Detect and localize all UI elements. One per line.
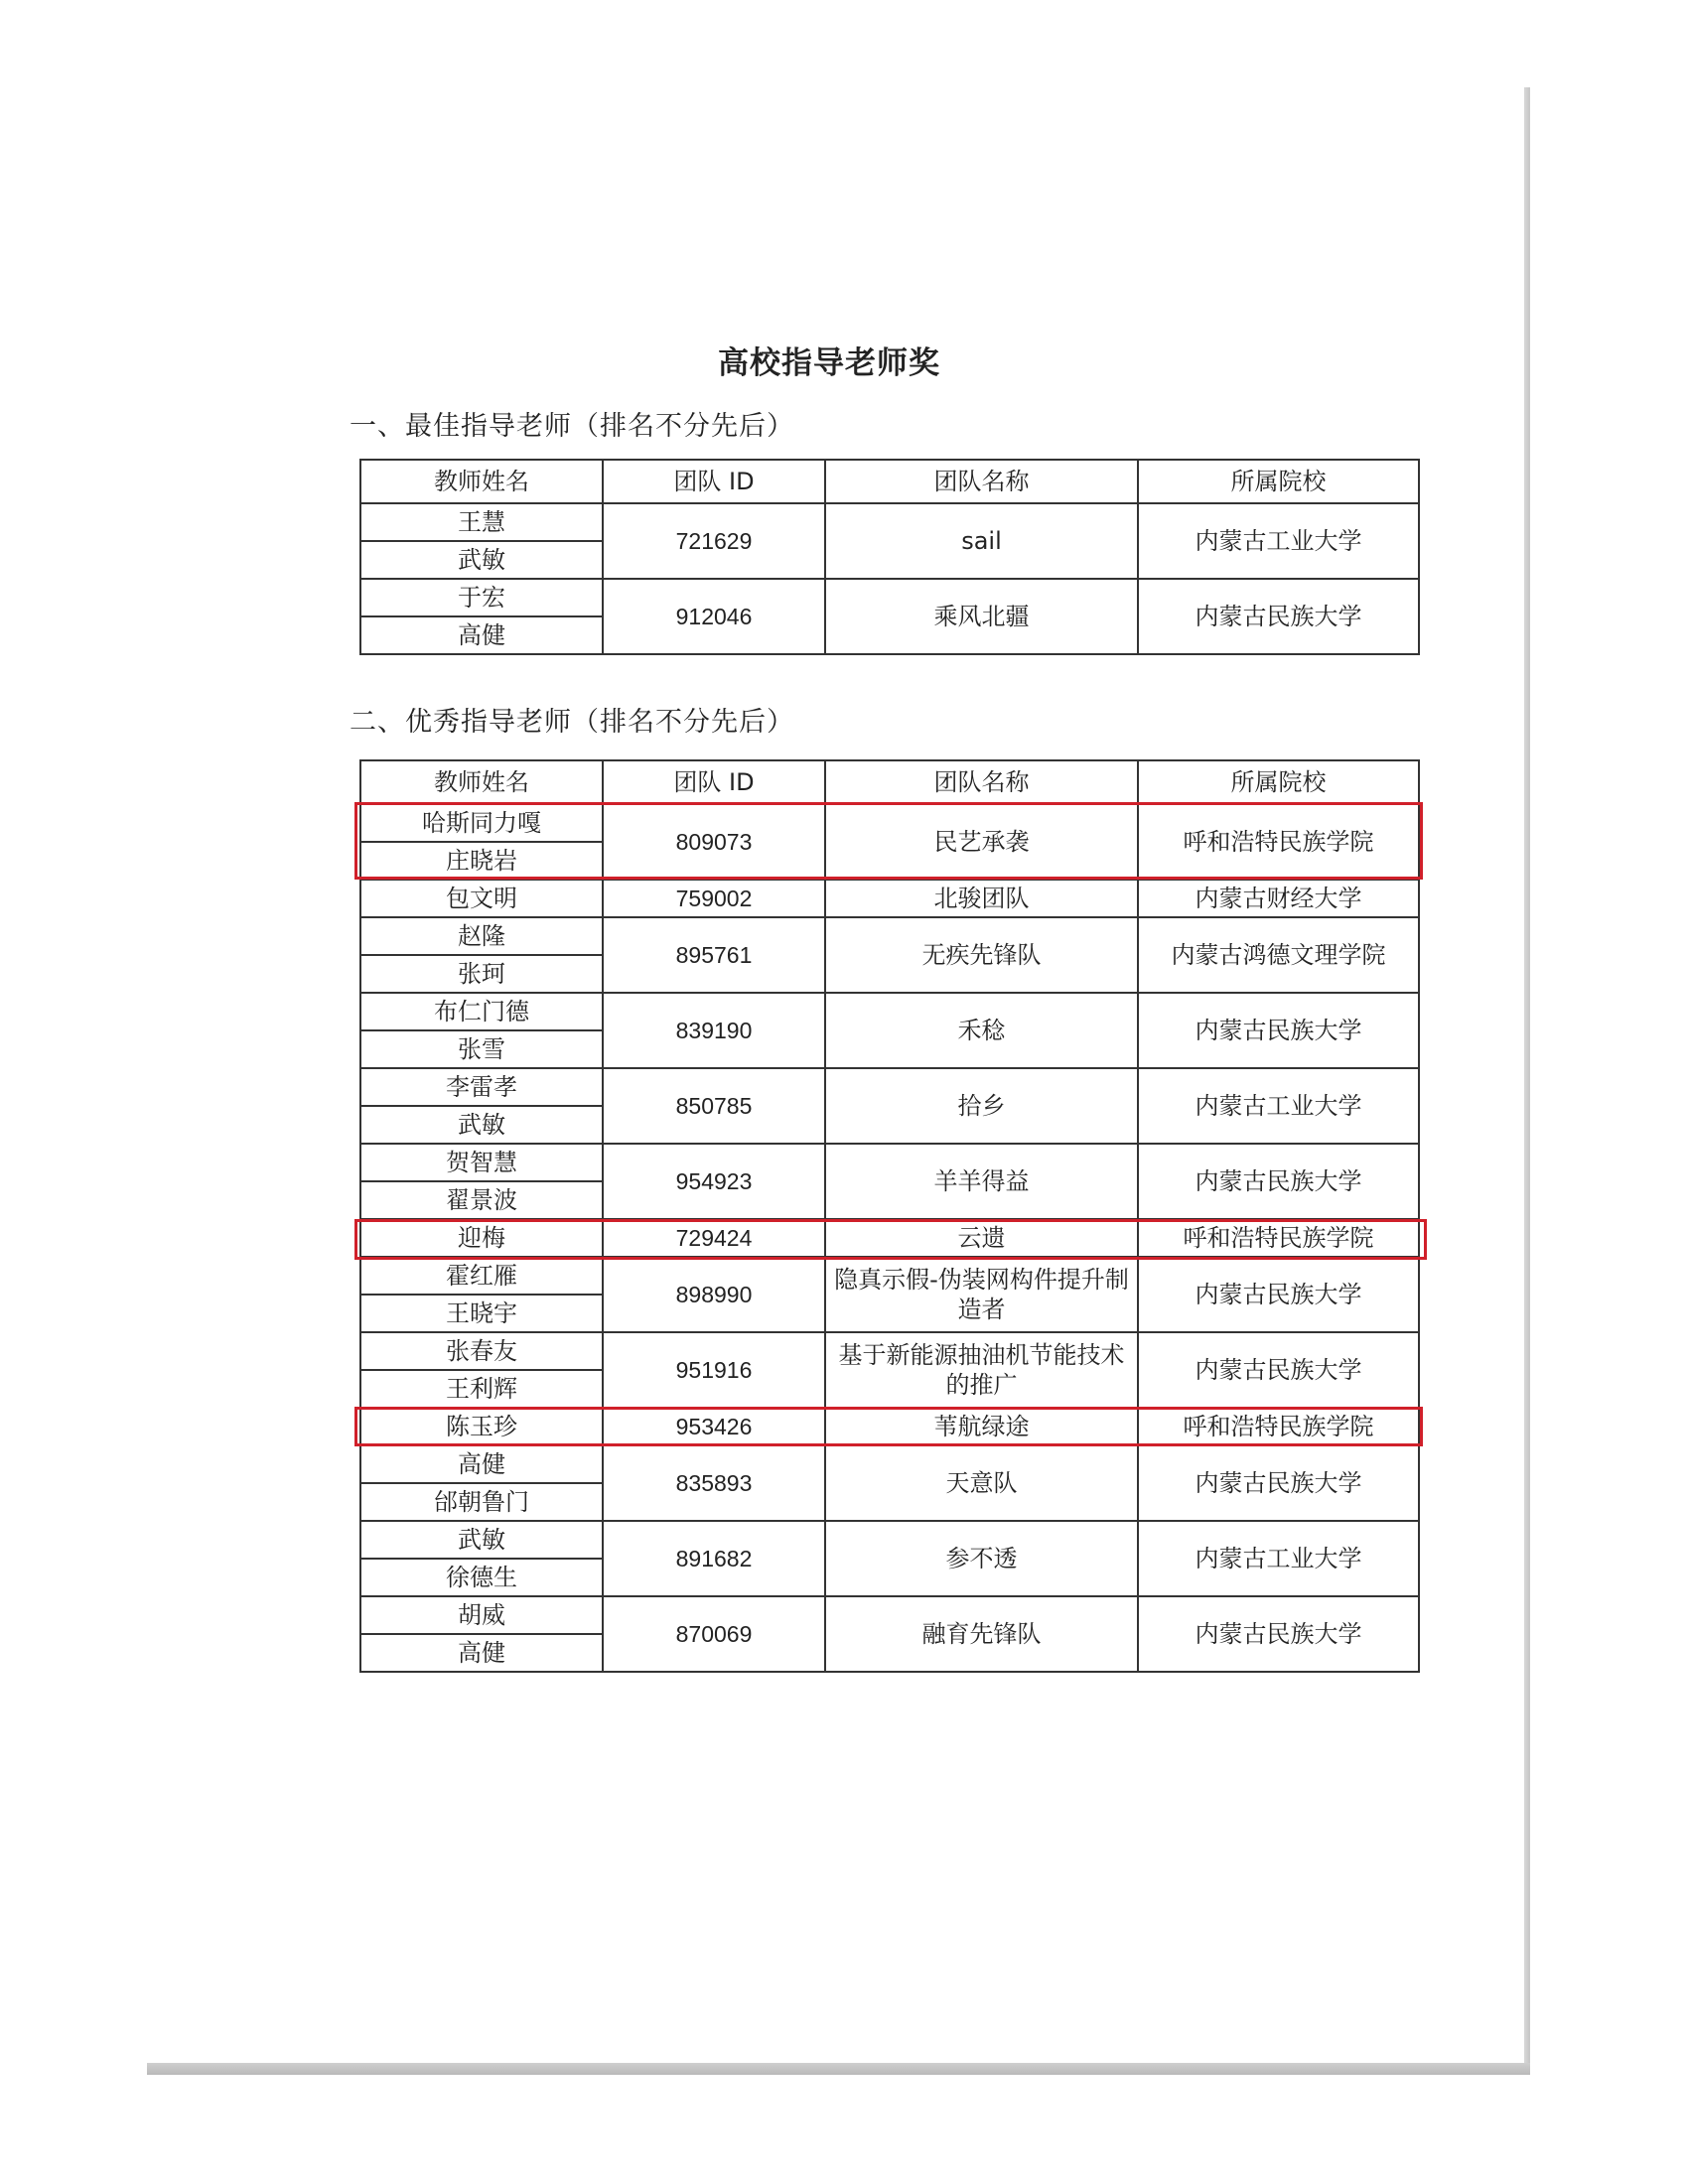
teacher-name-cell: 张珂: [360, 955, 603, 993]
team-id-cell: 870069: [603, 1596, 825, 1672]
school-cell: 内蒙古民族大学: [1138, 1596, 1419, 1672]
table-row: [360, 993, 1419, 1030]
team-name-cell: 参不透: [825, 1521, 1138, 1596]
table-row: [360, 1521, 1419, 1559]
school-cell: 内蒙古民族大学: [1138, 993, 1419, 1068]
header-school: 所属院校: [1138, 460, 1419, 503]
table-header-row: [360, 760, 1419, 804]
teacher-name-cell: 高健: [360, 1634, 603, 1672]
team-id-cell: 809073: [603, 804, 825, 880]
highlight-box: [354, 1219, 1427, 1260]
school-cell: 内蒙古民族大学: [1138, 1144, 1419, 1219]
header-team-name: 团队名称: [825, 760, 1138, 804]
team-id-cell: 951916: [603, 1332, 825, 1408]
table-row: [360, 1445, 1419, 1483]
teacher-name-cell: 翟景波: [360, 1181, 603, 1219]
header-team-id: 团队 ID: [603, 760, 825, 804]
table-row: [360, 1596, 1419, 1634]
highlight-box: [354, 1407, 1423, 1446]
teacher-name-cell: 邰朝鲁门: [360, 1483, 603, 1521]
page-edge-shadow-bottom: [147, 2063, 1530, 2075]
team-name-cell: 融育先锋队: [825, 1596, 1138, 1672]
team-name-cell: 拾乡: [825, 1068, 1138, 1144]
school-cell: 呼和浩特民族学院: [1138, 1408, 1419, 1445]
teacher-name-cell: 高健: [360, 616, 603, 654]
header-team-name: 团队名称: [825, 460, 1138, 503]
team-id-cell: 850785: [603, 1068, 825, 1144]
teacher-name-cell: 武敏: [360, 1521, 603, 1559]
header-team-id: 团队 ID: [603, 460, 825, 503]
team-name-cell: 北骏团队: [825, 880, 1138, 917]
team-id-cell: 729424: [603, 1219, 825, 1257]
school-cell: 内蒙古民族大学: [1138, 1332, 1419, 1408]
school-cell: 内蒙古民族大学: [1138, 1257, 1419, 1332]
header-teacher-name: 教师姓名: [360, 760, 603, 804]
table-row: [360, 917, 1419, 955]
teacher-name-cell: 赵隆: [360, 917, 603, 955]
teacher-name-cell: 布仁门德: [360, 993, 603, 1030]
table-row: [360, 503, 1419, 541]
team-id-cell: 839190: [603, 993, 825, 1068]
teacher-name-cell: 于宏: [360, 579, 603, 616]
excellent-advisors-table: [359, 759, 1420, 1673]
team-name-cell: 隐真示假-伪装网构件提升制造者: [825, 1257, 1138, 1332]
team-id-cell: 953426: [603, 1408, 825, 1445]
header-school: 所属院校: [1138, 760, 1419, 804]
header-teacher-name: 教师姓名: [360, 460, 603, 503]
school-cell: 内蒙古民族大学: [1138, 579, 1419, 654]
team-id-cell: 759002: [603, 880, 825, 917]
team-id-cell: 954923: [603, 1144, 825, 1219]
table-row: [360, 1332, 1419, 1370]
section-heading-excellent: 二、优秀指导老师（排名不分先后）: [350, 707, 794, 738]
table-row: [360, 880, 1419, 917]
team-name-cell: sail: [825, 503, 1138, 579]
highlight-box: [354, 802, 1423, 880]
teacher-name-cell: 张雪: [360, 1030, 603, 1068]
team-name-cell: 民艺承袭: [825, 804, 1138, 880]
table-header-row: [360, 460, 1419, 503]
school-cell: 内蒙古工业大学: [1138, 1068, 1419, 1144]
page-title: 高校指导老师奖: [718, 345, 940, 381]
team-name-cell: 苇航绿途: [825, 1408, 1138, 1445]
team-name-cell: 无疾先锋队: [825, 917, 1138, 993]
team-id-cell: 912046: [603, 579, 825, 654]
team-name-cell: 天意队: [825, 1445, 1138, 1521]
team-name-cell: 基于新能源抽油机节能技术的推广: [825, 1332, 1138, 1408]
teacher-name-cell: 高健: [360, 1445, 603, 1483]
best-advisors-rows: [360, 503, 1419, 654]
table-row: [360, 1144, 1419, 1181]
page-edge-shadow-right: [1524, 87, 1530, 2068]
school-cell: 内蒙古工业大学: [1138, 503, 1419, 579]
school-cell: 内蒙古鸿德文理学院: [1138, 917, 1419, 993]
teacher-name-cell: 庄晓岩: [360, 842, 603, 880]
teacher-name-cell: 徐德生: [360, 1559, 603, 1596]
teacher-name-cell: 王晓宇: [360, 1295, 603, 1332]
table-row: [360, 1068, 1419, 1106]
teacher-name-cell: 迎梅: [360, 1219, 603, 1257]
school-cell: 内蒙古民族大学: [1138, 1445, 1419, 1521]
teacher-name-cell: 武敏: [360, 1106, 603, 1144]
team-id-cell: 721629: [603, 503, 825, 579]
table-row: [360, 1257, 1419, 1295]
teacher-name-cell: 霍红雁: [360, 1257, 603, 1295]
teacher-name-cell: 张春友: [360, 1332, 603, 1370]
team-name-cell: 乘风北疆: [825, 579, 1138, 654]
team-name-cell: 云遗: [825, 1219, 1138, 1257]
teacher-name-cell: 李雷孝: [360, 1068, 603, 1106]
team-id-cell: 835893: [603, 1445, 825, 1521]
teacher-name-cell: 包文明: [360, 880, 603, 917]
team-name-cell: 禾稔: [825, 993, 1138, 1068]
team-id-cell: 898990: [603, 1257, 825, 1332]
teacher-name-cell: 王慧: [360, 503, 603, 541]
school-cell: 内蒙古财经大学: [1138, 880, 1419, 917]
section-heading-best: 一、最佳指导老师（排名不分先后）: [350, 411, 794, 442]
school-cell: 呼和浩特民族学院: [1138, 804, 1419, 880]
table-row: [360, 579, 1419, 616]
teacher-name-cell: 武敏: [360, 541, 603, 579]
teacher-name-cell: 哈斯同力嘎: [360, 804, 603, 842]
team-id-cell: 891682: [603, 1521, 825, 1596]
school-cell: 内蒙古工业大学: [1138, 1521, 1419, 1596]
teacher-name-cell: 王利辉: [360, 1370, 603, 1408]
best-advisors-table: [359, 459, 1420, 655]
team-id-cell: 895761: [603, 917, 825, 993]
teacher-name-cell: 胡威: [360, 1596, 603, 1634]
school-cell: 呼和浩特民族学院: [1138, 1219, 1419, 1257]
teacher-name-cell: 贺智慧: [360, 1144, 603, 1181]
teacher-name-cell: 陈玉珍: [360, 1408, 603, 1445]
team-name-cell: 羊羊得益: [825, 1144, 1138, 1219]
